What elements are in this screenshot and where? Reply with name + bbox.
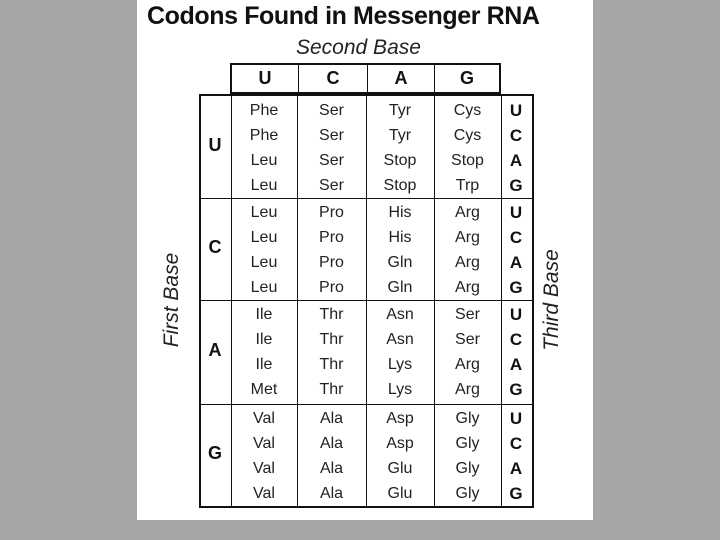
amino-acid-cell: Thr <box>319 306 344 323</box>
amino-acid-cell: Tyr <box>388 102 412 119</box>
first-base-letter: A <box>208 340 222 360</box>
amino-acid-cell: Thr <box>319 331 344 348</box>
second-base-u: U <box>258 68 272 88</box>
amino-acid-cell: Ser <box>319 177 344 194</box>
second-base-label: Second Base <box>296 36 421 59</box>
third-base-letter: C <box>509 434 523 453</box>
third-base-letter: U <box>509 101 523 120</box>
third-base-letter: A <box>509 355 523 374</box>
amino-acid-cell: Ala <box>319 410 344 427</box>
amino-acid-cell: Ser <box>319 152 344 169</box>
amino-acid-cell: Glu <box>387 485 413 502</box>
amino-acid-cell: Val <box>253 460 275 477</box>
amino-acid-cell: Met <box>250 381 278 398</box>
amino-acid-cell: Cys <box>453 127 482 144</box>
amino-acid-cell: Ile <box>255 331 273 348</box>
amino-acid-cell: Gly <box>455 435 480 452</box>
amino-acid-cell: Phe <box>249 102 279 119</box>
amino-acid-cell: Val <box>253 485 275 502</box>
amino-acid-cell: Gln <box>387 254 413 271</box>
third-base-letter: C <box>509 228 523 247</box>
amino-acid-cell: Ser <box>455 331 480 348</box>
amino-acid-cell: Ala <box>319 435 344 452</box>
amino-acid-cell: Pro <box>319 279 344 296</box>
amino-acid-cell: Lys <box>387 381 413 398</box>
third-base-letter: G <box>509 278 523 297</box>
third-base-letter: G <box>509 176 523 195</box>
amino-acid-cell: Gly <box>455 485 480 502</box>
second-base-c: C <box>326 68 340 88</box>
amino-acid-cell: Leu <box>250 204 278 221</box>
amino-acid-cell: Arg <box>455 229 480 246</box>
amino-acid-cell: Leu <box>250 152 278 169</box>
amino-acid-cell: Ala <box>319 460 344 477</box>
amino-acid-cell: His <box>388 229 412 246</box>
amino-acid-cell: Lys <box>387 356 413 373</box>
block-separator <box>201 198 532 199</box>
amino-acid-cell: Tyr <box>388 127 412 144</box>
first-base-letter: U <box>208 135 222 155</box>
second-base-a: A <box>394 68 408 88</box>
amino-acid-cell: Pro <box>319 229 344 246</box>
amino-acid-cell: Stop <box>383 152 417 169</box>
amino-acid-cell: Asn <box>386 331 414 348</box>
amino-acid-cell: Leu <box>250 279 278 296</box>
third-base-letter: G <box>509 380 523 399</box>
amino-acid-cell: Val <box>253 410 275 427</box>
amino-acid-cell: Asn <box>386 306 414 323</box>
amino-acid-cell: Ile <box>255 306 273 323</box>
amino-acid-cell: Gly <box>455 410 480 427</box>
codon-grid <box>199 94 534 508</box>
third-base-letter: U <box>509 409 523 428</box>
amino-acid-cell: Glu <box>387 460 413 477</box>
amino-acid-cell: Arg <box>455 381 480 398</box>
third-base-label: Third Base <box>540 249 563 351</box>
first-base-label: First Base <box>160 252 183 348</box>
amino-acid-cell: Pro <box>319 204 344 221</box>
amino-acid-cell: Pro <box>319 254 344 271</box>
amino-acid-cell: Leu <box>250 254 278 271</box>
amino-acid-cell: Arg <box>455 204 480 221</box>
third-base-letter: A <box>509 253 523 272</box>
third-base-letter: A <box>509 151 523 170</box>
amino-acid-cell: Trp <box>455 177 480 194</box>
amino-acid-cell: Stop <box>383 177 417 194</box>
amino-acid-cell: Leu <box>250 177 278 194</box>
first-base-letter: C <box>208 237 222 257</box>
page-title: Codons Found in Messenger RNA <box>147 2 540 30</box>
amino-acid-cell: Ala <box>319 485 344 502</box>
amino-acid-cell: Thr <box>319 381 344 398</box>
third-base-letter: A <box>509 459 523 478</box>
amino-acid-cell: Cys <box>453 102 482 119</box>
amino-acid-cell: Arg <box>455 356 480 373</box>
amino-acid-cell: His <box>388 204 412 221</box>
amino-acid-cell: Thr <box>319 356 344 373</box>
second-base-header <box>230 63 501 94</box>
amino-acid-cell: Arg <box>455 254 480 271</box>
amino-acid-cell: Ser <box>455 306 480 323</box>
amino-acid-cell: Arg <box>455 279 480 296</box>
block-separator <box>201 404 532 405</box>
third-base-letter: C <box>509 330 523 349</box>
amino-acid-cell: Leu <box>250 229 278 246</box>
amino-acid-cell: Gln <box>387 279 413 296</box>
amino-acid-cell: Ile <box>255 356 273 373</box>
amino-acid-cell: Gly <box>455 460 480 477</box>
third-base-letter: U <box>509 203 523 222</box>
amino-acid-cell: Val <box>253 435 275 452</box>
third-base-letter: C <box>509 126 523 145</box>
third-base-letter: U <box>509 305 523 324</box>
amino-acid-cell: Ser <box>319 127 344 144</box>
block-separator <box>201 300 532 301</box>
amino-acid-cell: Ser <box>319 102 344 119</box>
first-base-letter: G <box>207 443 222 463</box>
amino-acid-cell: Asp <box>386 410 414 427</box>
second-base-g: G <box>459 68 474 88</box>
amino-acid-cell: Phe <box>249 127 279 144</box>
third-base-letter: G <box>509 484 523 503</box>
amino-acid-cell: Stop <box>451 152 484 169</box>
amino-acid-cell: Asp <box>386 435 414 452</box>
